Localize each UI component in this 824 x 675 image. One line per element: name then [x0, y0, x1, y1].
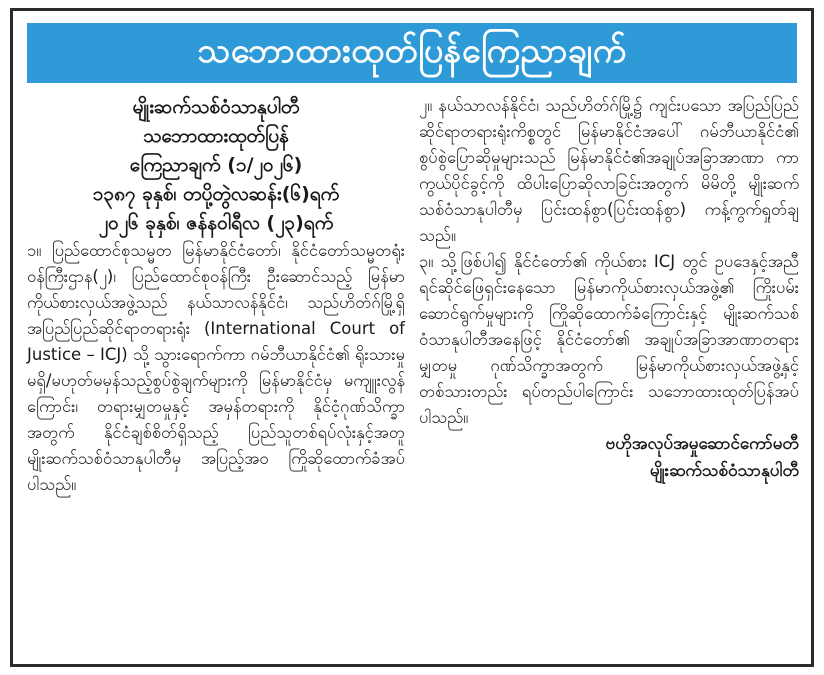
paragraph-2: ၂။ နယ်သာလန်နိုင်ငံ၊ သည်ဟိတ်ဂ်မြို့၌ ကျင်းပသော အပြည်ပြည်ဆိုင်ရာတရားရုံးကိစ္စတွင် မြန်မာနိုင်ငံအပေါ် ဂမ်ဘီယာနိုင်ငံ၏ စွပ်စွဲပြောဆိုမှုများသည် မြန်မာနိုင်ငံ၏အချုပ်အခြာအာဏာ ကာကွယ်ပိုင်ခွင့်ကို ထိပါးပြောဆိုလာခြင်းအတွက် မိမိတို့ မျိုးဆက်သစ်ဝံသာနုပါတီမှ ပြင်းထန်စွာ(ပြင်းထန်စွာ) ကန့်ကွက်ရှုတ်ချသည်။ [419, 96, 799, 245]
signature-block [419, 431, 799, 485]
banner-title: သဘောထားထုတ်ပြန်ကြေညာချက် [197, 30, 627, 71]
heading-myanmar-date: ၁၃၈၇ ခုနှစ်၊ တပို့တွဲလဆန်း(၆)ရက် [92, 183, 340, 205]
heading-statement-number: ကြေညာချက် (၁/၂၀၂၆) [129, 154, 303, 176]
announcement-frame [10, 8, 814, 667]
statement-heading [27, 93, 405, 238]
right-column [419, 93, 799, 485]
heading-statement-label: သဘောထားထုတ်ပြန် [143, 125, 289, 147]
title-banner [27, 23, 797, 83]
left-column [27, 93, 405, 498]
heading-gregorian-date: ၂၀၂၆ ခုနှစ်၊ ဇန်နဝါရီလ (၂၃)ရက် [98, 212, 334, 234]
signature-party: မျိုးဆက်သစ်ဝံသာနုပါတီ [649, 461, 799, 481]
paragraph-3: ၃။ သို့ဖြစ်ပါ၍ နိုင်ငံတော်၏ ကိုယ်စား ICJ တွင် ဥပဒေနှင့်အညီ ရင်ဆိုင်ဖြေရှင်းနေသော မြန်မာကိုယ်စားလှယ်အဖွဲ့၏ ကြိုးပမ်းဆောင်ရွက်မှုများကို ကြိုဆိုထောက်ခံကြောင်းနှင့် မျိုးဆက်သစ်ဝံသာနုပါတီအနေဖြင့် နိုင်ငံတော်၏ အချုပ်အခြာအာဏာတရားမျှတမှု ဂုဏ်သိက္ခာအတွက် မြန်မာကိုယ်စားလှယ်အဖွဲ့နှင့် တစ်သားတည်း ရပ်တည်ပါကြောင်း သဘောထားထုတ်ပြန်အပ်ပါသည်။ [419, 252, 799, 427]
signature-committee: ဗဟိုအလုပ်အမှုဆောင်ကော်မတီ [605, 434, 799, 454]
paragraph-1: ၁။ ပြည်ထောင်စုသမ္မတ မြန်မာနိုင်ငံတော်၊ နိုင်ငံတော်သမ္မတရုံးဝန်ကြီးဌာန(၂)၊ ပြည်ထောင်စုဝန်ကြီး ဦးဆောင်သည့် မြန်မာကိုယ်စားလှယ်အဖွဲ့သည် နယ်သာလန်နိုင်ငံ၊ သည်ဟိတ်ဂ်မြို့ရှိ အပြည်ပြည်ဆိုင်ရာတရားရုံး (International Court of Justice – ICJ) သို့ သွားရောက်ကာ ဂမ်ဘီယာနိုင်ငံ၏ ရိုးသားမှုမရှိ/မဟုတ်မမှန်သည့်စွပ်စွဲချက်များကို မြန်မာနိုင်ငံမှ မကျူးလွန်ကြောင်း၊ တရားမျှတမှုနှင့် အမှန်တရားကို နိုင်ငံ့ဂုဏ်သိက္ခာအတွက် နိုင်ငံချစ်စိတ်ရှိသည့် ပြည်သူတစ်ရပ်လုံးနှင့်အတူ မျိုးဆက်သစ်ဝံသာနုပါတီမှ အပြည့်အဝ ကြိုဆိုထောက်ခံအပ်ပါသည်။ [27, 241, 405, 494]
heading-party-name: မျိုးဆက်သစ်ဝံသာနုပါတီ [132, 96, 300, 118]
